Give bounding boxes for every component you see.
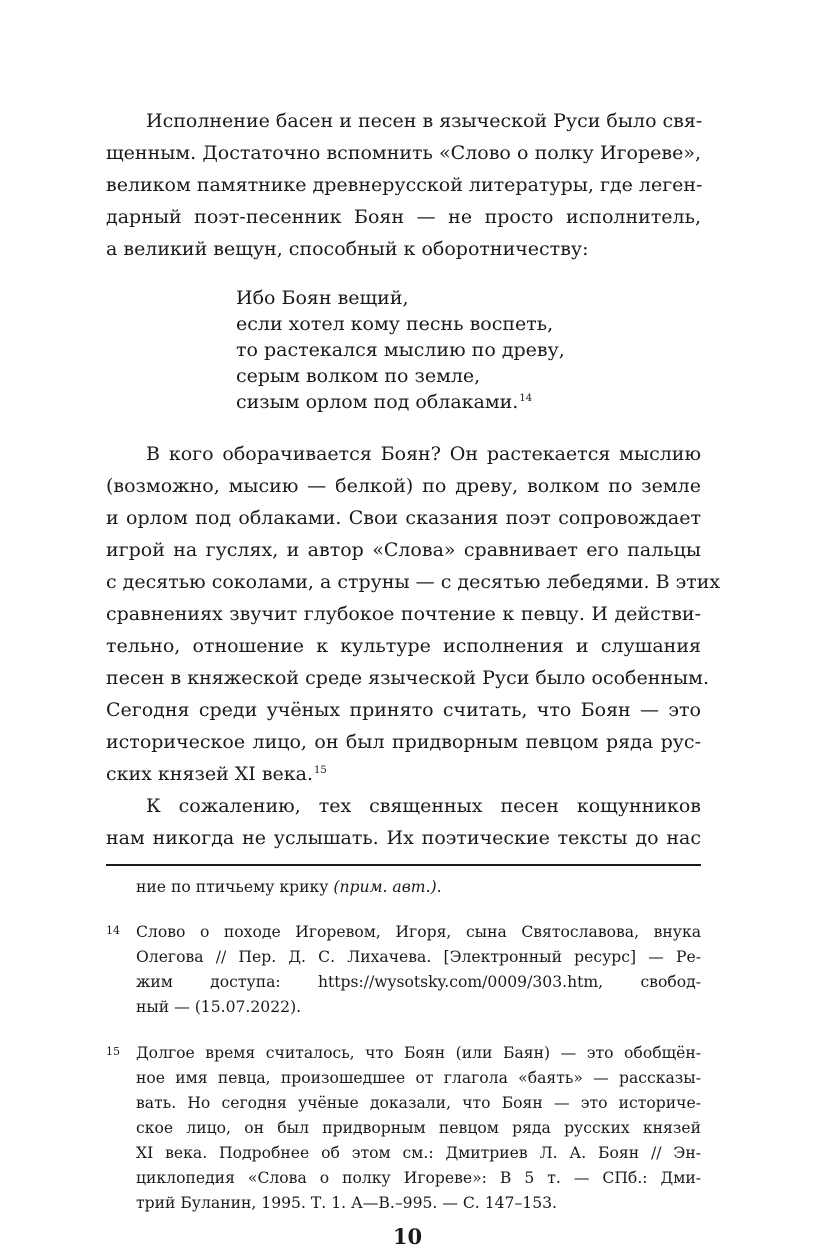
para1-line-3: великом памятнике древнерусской литературы, где леген- bbox=[106, 174, 703, 196]
footnote-continuation-text: ние по птичьему крику bbox=[136, 878, 334, 896]
para2-line-5: с десятью соколами, а струны — с десятью лебедями. В этих bbox=[106, 571, 721, 593]
footnote-14-line-1: Слово о походе Игоревом, Игоря, сына Святославова, внука bbox=[136, 923, 701, 941]
para1-line-1: Исполнение басен и песен в языческой Руси было свя- bbox=[146, 110, 703, 132]
footnote-15-line-1: Долгое время считалось, что Боян (или Баян) — это обобщён- bbox=[136, 1044, 701, 1062]
para2-line-11 bbox=[106, 763, 327, 785]
footnote-continuation-end: . bbox=[436, 878, 442, 896]
para1-line-2: щенным. Достаточно вспомнить «Слово о полку Игореве», bbox=[106, 142, 701, 164]
verse-line-4: серым волком по земле, bbox=[236, 365, 481, 387]
footnote-ref-14[interactable]: 14 bbox=[519, 393, 533, 404]
para2-line-10: историческое лицо, он был придворным певцом ряда рус- bbox=[106, 731, 701, 753]
footnote-14-line-4: ный — (15.07.2022). bbox=[136, 998, 302, 1016]
verse-line-5 bbox=[236, 391, 532, 413]
verse-line-1: Ибо Боян вещий, bbox=[236, 287, 409, 309]
footnote-ref-15[interactable]: 15 bbox=[314, 765, 327, 776]
para3-line-2: нам никогда не услышать. Их поэтические тексты до нас bbox=[106, 827, 701, 849]
footnote-14-line-3: жим доступа: https://wysotsky.com/0009/303.htm, свобод- bbox=[136, 973, 701, 991]
para1-line-4: дарный поэт-песенник Боян — не просто исполнитель, bbox=[106, 206, 701, 228]
footnote-15-line-4: ское лицо, он был придворным певцом ряда русских князей bbox=[136, 1119, 701, 1137]
para2-line-4: игрой на гуслях, и автор «Слова» сравнивает его пальцы bbox=[106, 539, 701, 561]
footnote-15-line-2: ное имя певца, произошедшее от глагола «баять» — рассказы- bbox=[136, 1069, 701, 1087]
verse-line-2: если хотел кому песнь воспеть, bbox=[236, 313, 554, 335]
para2-line-2: (возможно, мысию — белкой) по древу, волком по земле bbox=[106, 475, 701, 497]
footnote-14-mark: 14 bbox=[106, 924, 120, 937]
footnote-continuation-italic: (прим. авт.) bbox=[333, 878, 437, 896]
para2-line-9: Сегодня среди учёных принято считать, что Боян — это bbox=[106, 699, 701, 721]
para2-line-3: и орлом под облаками. Свои сказания поэт сопровождает bbox=[106, 507, 701, 529]
para2-line-8: песен в княжеской среде языческой Руси было особенным. bbox=[106, 667, 709, 689]
verse-line-5-text: сизым орлом под облаками. bbox=[236, 391, 519, 413]
para2-line-11-text: ских князей XI века. bbox=[106, 763, 314, 785]
para1-line-5: а великий вещун, способный к оборотничеству: bbox=[106, 238, 589, 260]
footnote-14-line-2: Олегова // Пер. Д. С. Лихачева. [Электронный ресурс] — Ре- bbox=[136, 948, 701, 966]
para2-line-6: сравнениях звучит глубокое почтение к певцу. И действи- bbox=[106, 603, 701, 625]
page-number: 10 bbox=[392, 1224, 423, 1249]
para3-line-1: К сожалению, тех священных песен кощунников bbox=[146, 795, 701, 817]
para2-line-7: тельно, отношение к культуре исполнения и слушания bbox=[106, 635, 701, 657]
verse-line-3: то растекался мыслию по древу, bbox=[236, 339, 565, 361]
para2-line-1: В кого оборачивается Боян? Он растекается мыслию bbox=[146, 443, 701, 465]
footnote-15-line-5: XI века. Подробнее об этом см.: Дмитриев Л. А. Боян // Эн- bbox=[136, 1144, 701, 1162]
footnote-15-line-7: трий Буланин, 1995. Т. 1. А—В.–995. — С. 147–153. bbox=[136, 1194, 558, 1212]
footnote-continuation bbox=[136, 878, 442, 896]
footnote-15-line-6: циклопедия «Слова о полку Игореве»: В 5 т. — СПб.: Дми- bbox=[136, 1169, 701, 1187]
footnote-separator bbox=[106, 864, 701, 866]
footnote-15-mark: 15 bbox=[106, 1045, 120, 1058]
footnote-15-line-3: вать. Но сегодня учёные доказали, что Боян — это историче- bbox=[136, 1094, 701, 1112]
